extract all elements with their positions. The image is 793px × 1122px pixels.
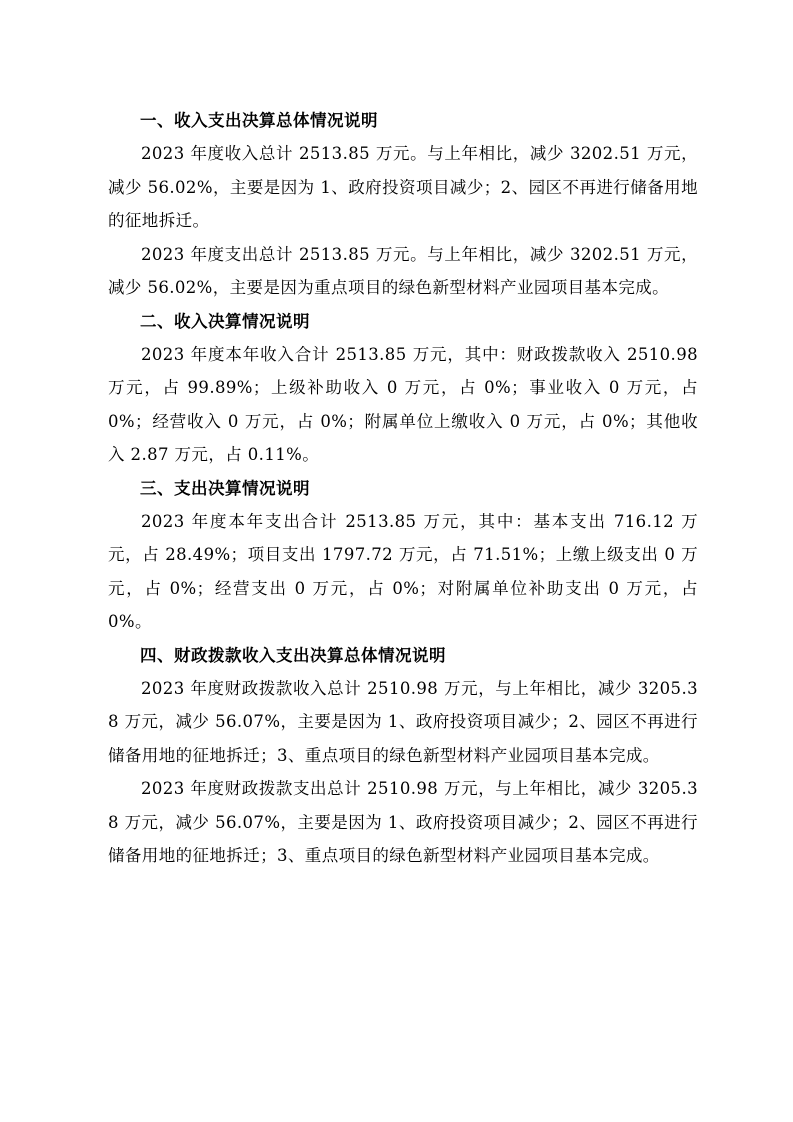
section-1-paragraph-2: 2023 年度支出总计 2513.85 万元。与上年相比，减少 3202.51 万元，减少 56.02%，主要是因为重点项目的绿色新型材料产业园项目基本完成。 bbox=[108, 244, 698, 297]
section-1-paragraph-1: 2023 年度收入总计 2513.85 万元。与上年相比，减少 3202.51 万元，减少 56.02%，主要是因为 1、政府投资项目减少；2、园区不再进行储备用地的征地拆迁。 bbox=[108, 144, 698, 230]
section-heading-4: 四、财政拨款收入支出决算总体情况说明 bbox=[140, 645, 446, 665]
section-3-paragraph-1: 2023 年度本年支出合计 2513.85 万元，其中：基本支出 716.12 万元，占 28.49%；项目支出 1797.72 万元，占 71.51%；上缴上级支出 0 万元，占 0%；经营支出 0 万元，占 0%；对附属单位补助支出 0 万元，占 0%。 bbox=[108, 511, 698, 631]
section-2-paragraph-1: 2023 年度本年收入合计 2513.85 万元，其中：财政拨款收入 2510.98 万元，占 99.89%；上级补助收入 0 万元，占 0%；事业收入 0 万元，占 0%；经营收入 0 万元，占 0%；附属单位上缴收入 0 万元，占 0%；其他收入 2.87 万元，占 0.11%。 bbox=[108, 344, 698, 464]
document-body bbox=[108, 104, 698, 873]
section-heading-3: 三、支出决算情况说明 bbox=[140, 478, 310, 498]
section-heading-2: 二、收入决算情况说明 bbox=[140, 311, 310, 331]
section-4-paragraph-1: 2023 年度财政拨款收入总计 2510.98 万元，与上年相比，减少 3205.38 万元，减少 56.07%，主要是因为 1、政府投资项目减少；2、园区不再进行储备用地的征地拆迁；3、重点项目的绿色新型材料产业园项目基本完成。 bbox=[108, 678, 698, 765]
section-4-paragraph-2: 2023 年度财政拨款支出总计 2510.98 万元，与上年相比，减少 3205.38 万元，减少 56.07%，主要是因为 1、政府投资项目减少；2、园区不再进行储备用地的征地拆迁；3、重点项目的绿色新型材料产业园项目基本完成。 bbox=[108, 779, 698, 865]
section-heading-1: 一、收入支出决算总体情况说明 bbox=[140, 111, 378, 130]
